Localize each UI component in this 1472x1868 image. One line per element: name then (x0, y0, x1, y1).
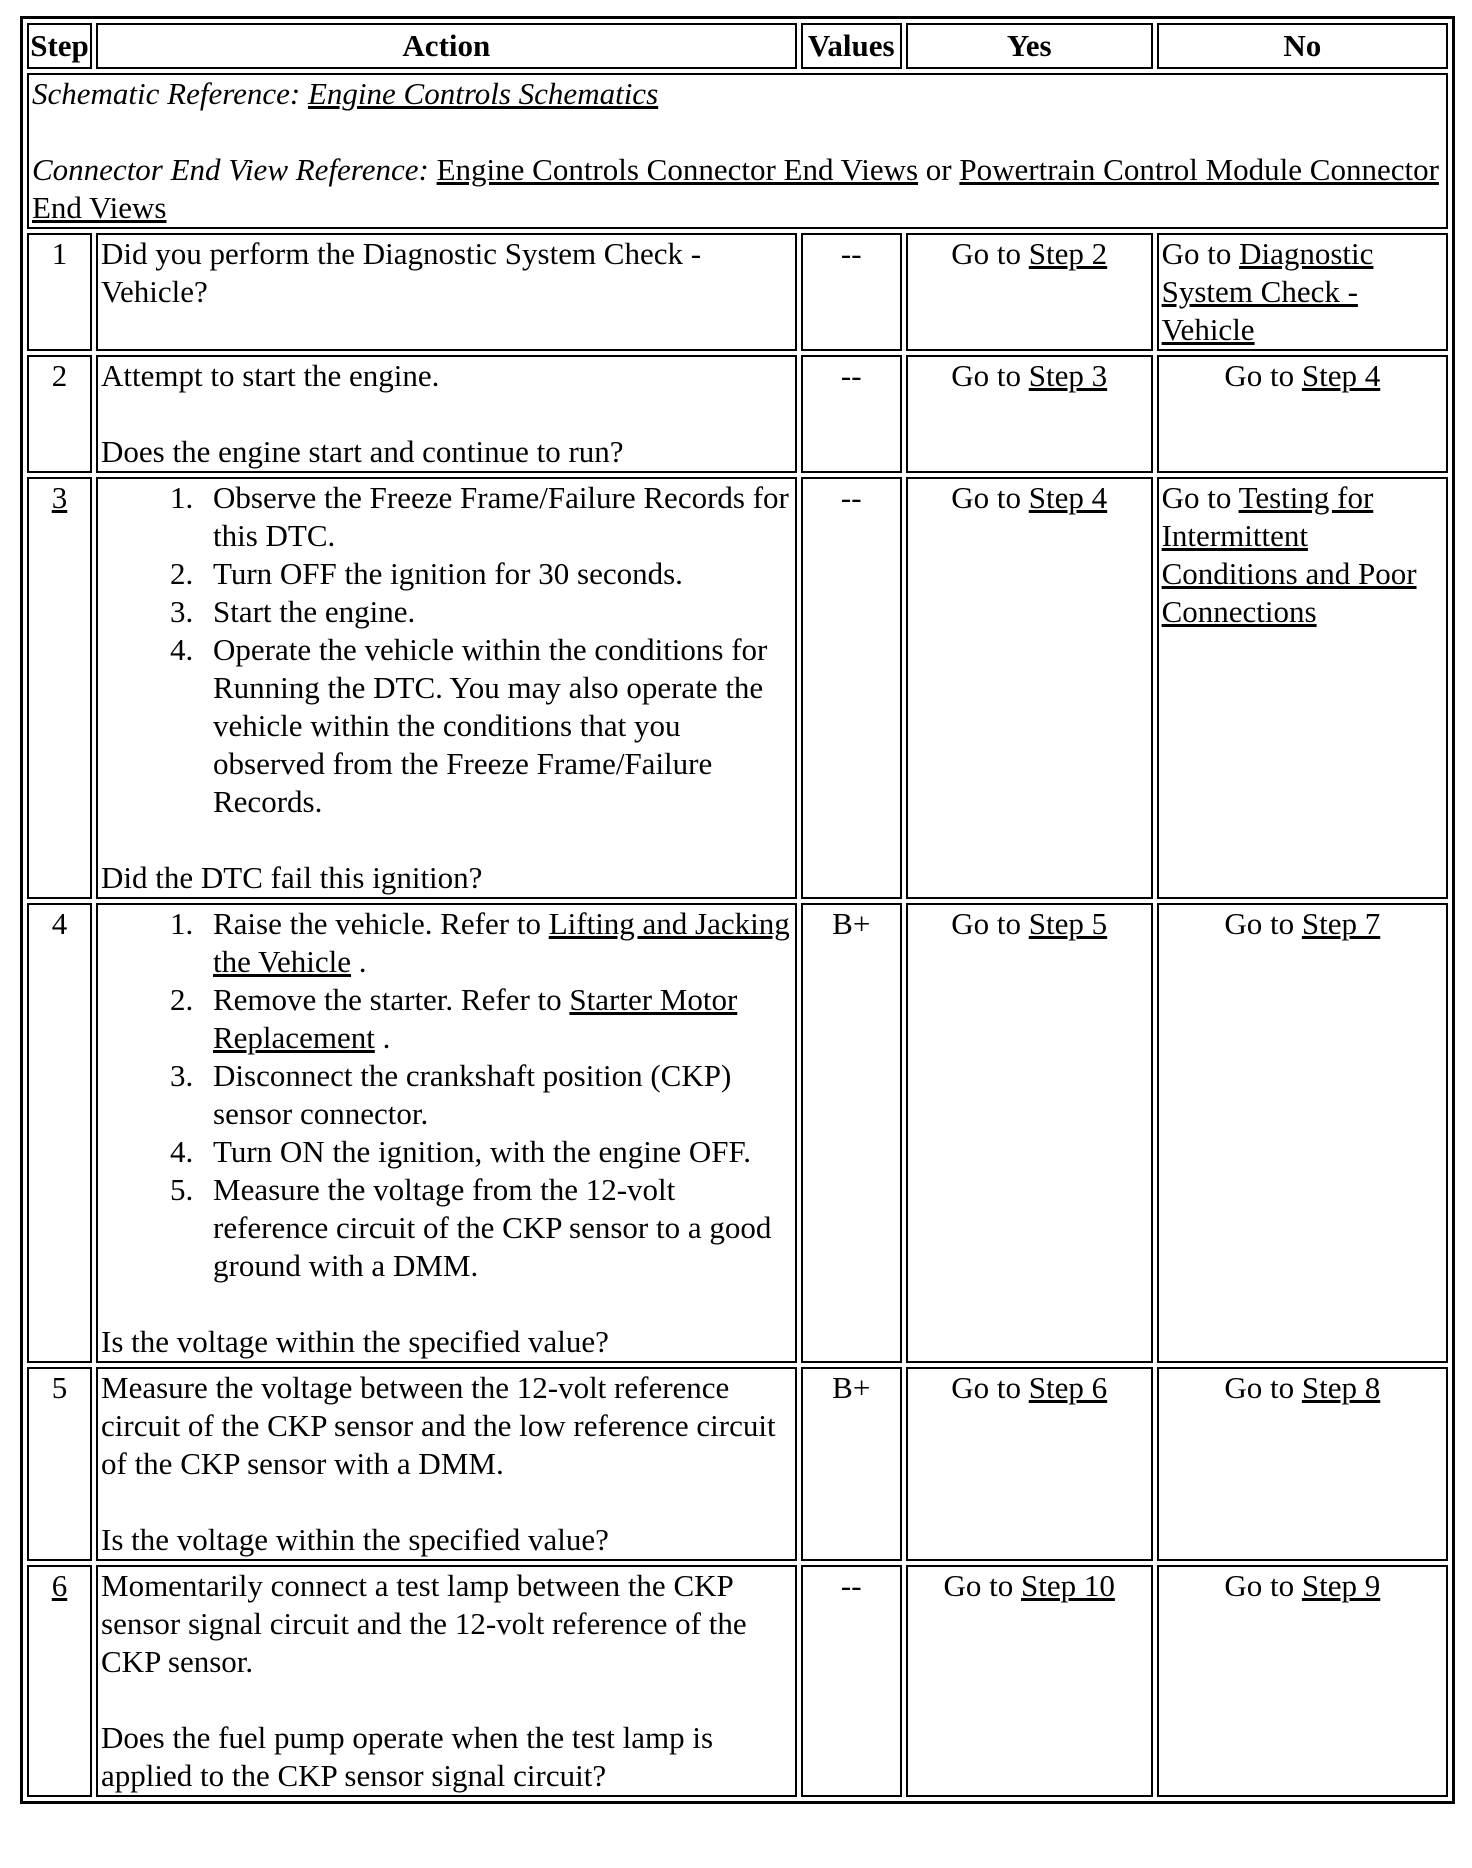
action-text: Did you perform the Diagnostic System Check - Vehicle? (101, 236, 702, 309)
goto-text: Go to (1224, 906, 1295, 941)
action-text: Attempt to start the engine. (101, 358, 440, 393)
no-step-link[interactable]: Step 7 (1301, 906, 1381, 941)
list-item: 1. Raise the vehicle. Refer to Lifting and Jacking the Vehicle . (201, 905, 792, 981)
no-step-link[interactable]: Step 8 (1301, 1370, 1381, 1405)
goto-text: Go to (1224, 1568, 1295, 1603)
header-action: Action (96, 23, 797, 69)
list-item: 5. Measure the voltage from the 12-volt reference circuit of the CKP sensor to a good ground with a DMM. (201, 1171, 792, 1285)
table-row (27, 355, 1448, 473)
values-cell: -- (801, 477, 902, 899)
no-cell (1157, 233, 1448, 351)
header-yes: Yes (906, 23, 1153, 69)
yes-cell (906, 1565, 1153, 1797)
list-item: 1. Observe the Freeze Frame/Failure Records for this DTC. (201, 479, 792, 555)
values-cell: -- (801, 355, 902, 473)
schematic-reference-label: Schematic Reference: (32, 76, 301, 111)
yes-cell (906, 1367, 1153, 1561)
action-text: Measure the voltage between the 12-volt reference circuit of the CKP sensor and the low reference circuit of the CKP sensor with a DMM. (101, 1370, 776, 1481)
yes-step-link[interactable]: Step 2 (1028, 236, 1108, 271)
action-cell (96, 477, 797, 899)
table-row (27, 233, 1448, 351)
action-question: Is the voltage within the specified value? (101, 1324, 609, 1359)
no-intermittent-conditions-link[interactable]: Testing for Intermittent Conditions and Poor Connections (1161, 480, 1417, 629)
step-number: 4 (27, 903, 92, 1363)
connector-end-views-link[interactable]: Engine Controls Connector End Views (436, 152, 919, 187)
table-row (27, 1565, 1448, 1797)
no-cell (1157, 355, 1448, 473)
goto-text: Go to (1161, 236, 1232, 271)
diagnostic-table (20, 16, 1455, 1804)
no-diagnostic-system-check-link[interactable]: Diagnostic System Check - Vehicle (1161, 236, 1374, 347)
yes-cell (906, 233, 1153, 351)
step-number-link[interactable]: 3 (51, 480, 68, 515)
yes-cell (906, 355, 1153, 473)
goto-text: Go to (951, 236, 1022, 271)
list-item-text: Remove the starter. Refer to (213, 982, 562, 1017)
list-item: 2. Turn OFF the ignition for 30 seconds. (201, 555, 792, 593)
lifting-jacking-link[interactable]: Lifting and Jacking the Vehicle (213, 906, 790, 979)
starter-motor-replacement-link[interactable]: Starter Motor Replacement (213, 982, 738, 1055)
schematic-reference-link[interactable]: Engine Controls Schematics (307, 76, 659, 111)
header-row (27, 23, 1448, 69)
no-cell (1157, 477, 1448, 899)
table-row (27, 1367, 1448, 1561)
step-number: 1 (27, 233, 92, 351)
reference-row (27, 73, 1448, 229)
no-step-link[interactable]: Step 9 (1301, 1568, 1381, 1603)
action-cell (96, 1565, 797, 1797)
yes-step-link[interactable]: Step 3 (1028, 358, 1108, 393)
step-number: 5 (27, 1367, 92, 1561)
goto-text: Go to (1224, 358, 1295, 393)
list-item: 2. Remove the starter. Refer to Starter Motor Replacement . (201, 981, 792, 1057)
pcm-connector-end-views-link[interactable]: Powertrain Control Module Connector End Views (32, 152, 1439, 225)
no-cell (1157, 1367, 1448, 1561)
goto-text: Go to (1161, 480, 1232, 515)
list-item: 4. Turn ON the ignition, with the engine OFF. (201, 1133, 792, 1171)
yes-step-link[interactable]: Step 10 (1021, 1568, 1115, 1603)
or-text: or (925, 152, 952, 187)
goto-text: Go to (943, 1568, 1014, 1603)
yes-step-link[interactable]: Step 4 (1028, 480, 1108, 515)
goto-text: Go to (1224, 1370, 1295, 1405)
action-cell (96, 355, 797, 473)
action-cell (96, 1367, 797, 1561)
step-number-cell (27, 1565, 92, 1797)
yes-cell (906, 477, 1153, 899)
goto-text: Go to (951, 358, 1022, 393)
action-list (101, 479, 792, 821)
list-item: 3. Disconnect the crankshaft position (CKP) sensor connector. (201, 1057, 792, 1133)
reference-cell (27, 73, 1448, 229)
action-question: Does the fuel pump operate when the test lamp is applied to the CKP sensor signal circuit? (101, 1720, 714, 1793)
action-cell (96, 233, 797, 351)
values-cell: B+ (801, 1367, 902, 1561)
action-text: Momentarily connect a test lamp between the CKP sensor signal circuit and the 12-volt reference of the CKP sensor. (101, 1568, 747, 1679)
action-question: Is the voltage within the specified value? (101, 1522, 609, 1557)
yes-step-link[interactable]: Step 6 (1028, 1370, 1108, 1405)
list-item: 3. Start the engine. (201, 593, 792, 631)
no-cell (1157, 1565, 1448, 1797)
list-item: 4. Operate the vehicle within the conditions for Running the DTC. You may also operate the vehicle within the conditions that you observed from the Freeze Frame/Failure Records. (201, 631, 792, 821)
list-item-text: Raise the vehicle. Refer to (213, 906, 541, 941)
goto-text: Go to (951, 906, 1022, 941)
goto-text: Go to (951, 1370, 1022, 1405)
goto-text: Go to (951, 480, 1022, 515)
yes-cell (906, 903, 1153, 1363)
no-cell (1157, 903, 1448, 1363)
values-cell: -- (801, 233, 902, 351)
action-question: Does the engine start and continue to run? (101, 434, 624, 469)
step-number: 2 (27, 355, 92, 473)
step-number-link[interactable]: 6 (51, 1568, 68, 1603)
values-cell: B+ (801, 903, 902, 1363)
action-question: Did the DTC fail this ignition? (101, 860, 483, 895)
action-list (101, 905, 792, 1285)
table-row (27, 477, 1448, 899)
header-step: Step (27, 23, 92, 69)
table-row (27, 903, 1448, 1363)
header-values: Values (801, 23, 902, 69)
values-cell: -- (801, 1565, 902, 1797)
no-step-link[interactable]: Step 4 (1301, 358, 1381, 393)
yes-step-link[interactable]: Step 5 (1028, 906, 1108, 941)
connector-reference-label: Connector End View Reference: (32, 152, 429, 187)
step-number-cell (27, 477, 92, 899)
action-cell (96, 903, 797, 1363)
header-no: No (1157, 23, 1448, 69)
